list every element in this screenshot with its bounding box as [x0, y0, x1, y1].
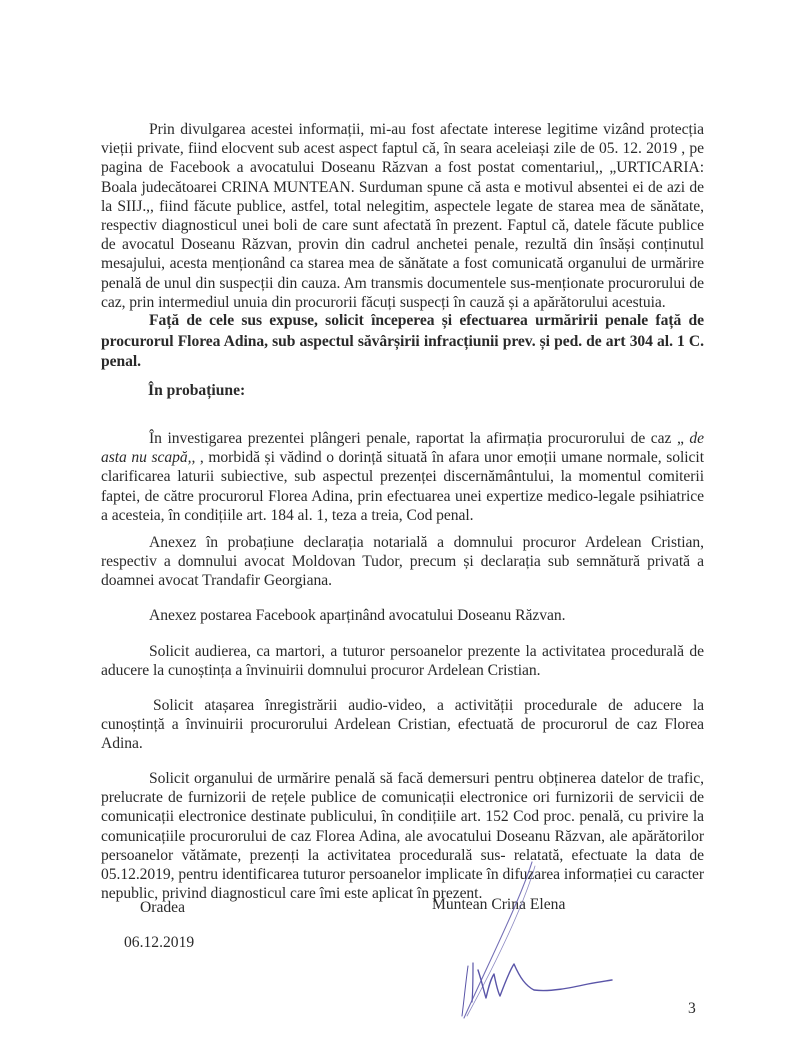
paragraph-annex-declarations [101, 533, 704, 591]
paragraph-recording [101, 696, 704, 754]
paragraph-text: Solicit organului de urmărire penală să facă demersuri pentru obținerea datelor de trafic, prelucrate de furnizorii de rețele publice de comunicații electronice ori furnizorii de servicii de comunicații electronice destinate publicului, în condițiile art. 152 Cod proc. penală, cu privire la comunicațiile procurorului de caz Florea Adina, ale avocatului Doseanu Răzvan, ale apărătorilor persoanelor vătămate, prezenți la activitatea procedurală sus- relatată, efectuate la data de 05.12.2019, pentru identificarea tuturor persoanelor implicate în difuzarea informației cu caracter nepublic, privind diagnosticul care îmi este aplicat în prezent. [101, 770, 704, 903]
text-part: , morbidă și vădind o dorință situată în afara unor emoții umane normale, solicit clarificarea laturii subiective, sub aspectul prezenței discernământului, la momentul comiterii faptei, de către procurorul Florea Adina, prin efectuarea unei expertize medico-legale psihiatrice a acesteia, în condițiile art. 184 al. 1, teza a treia, Cod penal. [101, 449, 704, 524]
handwritten-signature [440, 840, 620, 1040]
section-heading: În probațiune: [148, 382, 246, 399]
page-number: 3 [688, 1000, 696, 1017]
paragraph-investigation [101, 429, 704, 525]
date: 06.12.2019 [124, 934, 195, 951]
text-part: În investigarea prezentei plângeri penale, raportat la afirmația procurorului de caz „ [149, 430, 690, 447]
paragraph-text: Anexez în probațiune declarația notarială a domnului procuror Ardelean Cristian, respectiv a domnului avocat Moldovan Tudor, precum și declarația sub semnătură privată a doamnei avocat Trandafir Georgiana. [101, 534, 704, 590]
paragraph-text: Față de cele sus expuse, solicit începerea și efectuarea urmăririi penale față de procurorul Florea Adina, sub aspectul săvârșirii infracțiunii prev. și ped. de art 304 al. 1 C. penal. [101, 312, 704, 370]
paragraph-witnesses [101, 642, 704, 680]
paragraph-text: Solicit audierea, ca martori, a tuturor persoanelor prezente la activitatea procedurală de aducere la cunoștința a învinuirii domnului procuror Ardelean Cristian. [101, 643, 704, 680]
paragraph-text: Anexez postarea Facebook aparținând avocatului Doseanu Răzvan. [149, 607, 566, 624]
paragraph-request [101, 311, 704, 373]
paragraph-text: Prin divulgarea acestei informații, mi-au fost afectate interese legitime vizând protecția vieții private, fiind elocvent sub acest aspect faptul că, în seara aceleiași zile de 05. 12. 2019 , pe pagina de Facebook a avocatului Doseanu Răzvan a fost postat comentariul,, „URTICARIA: Boala judecătoarei CRINA MUNTEAN. Surduman spune că asta e motivul absentei ei de azi de la SIIJ.,, fiind făcute publice, astfel, total nelegitim, aspectele legate de starea mea de sănătate, respectiv diagnosticul unei boli de care sunt afectată în prezent. Faptul că, datele făcute publice de avocatul Doseanu Răzvan, provin din cadrul anchetei penale, rezultă din însăși conținutul mesajului, acesta menționând ca starea mea de sănătate a fost comunicată organului de urmărire penală de unul din suspecții din cauza. Am transmis documentele sus-menționate procurorului de caz, prin intermediul unuia din procurorii făcuți suspecți în cauză și a apărătorului acestuia. [101, 121, 704, 311]
paragraph-text: Solicit atașarea înregistrării audio-video, a activității procedurale de aducere la cunoștință a învinuirii procurorului Ardelean Cristian, efectuată de procurorul de caz Florea Adina. [101, 697, 704, 753]
paragraph-annex-facebook [101, 606, 704, 625]
place: Oradea [140, 899, 186, 916]
paragraph-text [101, 429, 704, 525]
paragraph-disclosure [101, 120, 704, 312]
quoted-text: de asta nu scapă,, [101, 430, 704, 467]
signatory-name: Muntean Crina Elena [432, 896, 566, 913]
